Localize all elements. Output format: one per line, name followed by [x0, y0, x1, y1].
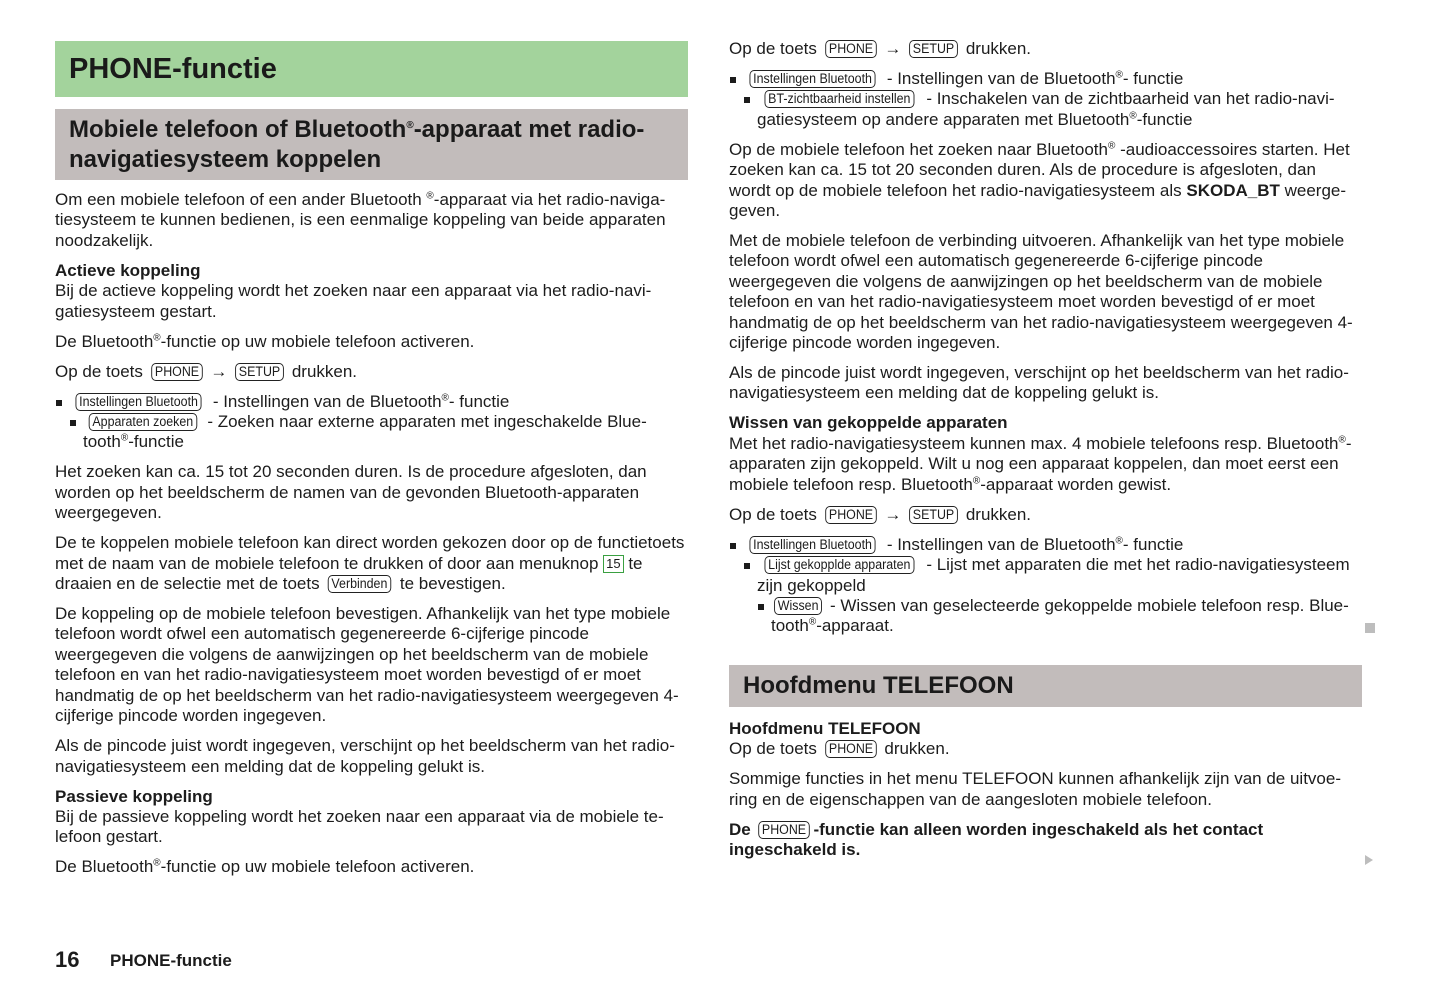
- bold-text: SKODA_BT: [1186, 180, 1280, 200]
- paragraph: [729, 413, 1362, 495]
- text: De Bluetooth: [55, 331, 154, 351]
- text: Op de toets: [55, 361, 148, 381]
- section-title: [55, 109, 688, 180]
- key-label: Instellingen Bluetooth: [749, 70, 875, 88]
- text: Op de toets: [729, 739, 822, 759]
- page-number: 16: [55, 947, 80, 972]
- paragraph: [729, 505, 1362, 525]
- text: Om een mobiele telefoon of een ander Bluetooth: [55, 190, 427, 209]
- text: -apparaat met radio-navigatiesysteem koppelen: [69, 116, 645, 173]
- text: De koppeling op de mobiele telefoon bevestigen. Afhankelijk van het type mobiele telefoon wordt ofwel een automatisch gegenereerde 6-cijferige pincode weergegeven die volgens de aanwijzingen op het beeldscherm van de mobiele telefoon en van het radio-navigatiesysteem moet worden bevestigd of er moet handmatig de op het beeldscherm van het radio-navigatiesysteem weergegeven 4-cijferige pincode worden ingegeven.: [55, 604, 679, 726]
- paragraph: [729, 363, 1362, 404]
- bold-text: Hoofdmenu TELEFOON: [729, 718, 921, 738]
- bullet-icon: [70, 420, 76, 426]
- text: -functie op uw mobiele telefoon activeren.: [160, 857, 475, 877]
- left-column: [55, 41, 688, 887]
- key-label: Apparaten zoeken: [89, 413, 197, 431]
- text: -apparaten zijn gekoppeld. Wilt u nog een apparaat koppelen, dan moet eerst een mobiele telefoon resp. Bluetooth: [729, 433, 1352, 494]
- paragraph: [729, 769, 1362, 810]
- text: De te koppelen mobiele telefoon kan direct worden gekozen door op de functietoets met de naam van de mobiele telefoon te drukken of door aan menuknop: [55, 533, 685, 573]
- paragraph: [55, 462, 688, 523]
- registered-mark: ®: [1108, 140, 1116, 152]
- text: Met het radio-navigatiesysteem kunnen max. 4 mobiele telefoons resp. Bluetooth: [729, 433, 1339, 453]
- text: - Instellingen van de Bluetooth: [882, 534, 1116, 554]
- text: -functie op uw mobiele telefoon activeren.: [160, 331, 475, 351]
- key-label: Instellingen Bluetooth: [749, 536, 875, 554]
- text: -apparaat worden gewist.: [980, 474, 1172, 494]
- text: -apparaat.: [816, 616, 894, 636]
- text: Als de pincode juist wordt ingegeven, verschijnt op het beeldscherm van het radio-navigatiesysteem een melding dat de koppeling gelukt is.: [55, 736, 675, 776]
- bullet-icon: [758, 604, 764, 610]
- list-item: [729, 596, 1362, 637]
- text: - Inschakelen van de zichtbaarheid van het radio-navigatiesysteem op andere apparaten met Bluetooth: [757, 89, 1335, 129]
- continued-arrow-icon: [1365, 855, 1373, 865]
- text: drukken.: [879, 739, 950, 759]
- bullet-icon: [56, 400, 62, 406]
- registered-mark: ®: [153, 857, 161, 869]
- registered-mark: ®: [808, 616, 817, 628]
- key-label: SETUP: [909, 506, 958, 524]
- text: Op de mobiele telefoon het zoeken naar Bluetooth: [729, 139, 1108, 159]
- text: Sommige functies in het menu TELEFOON kunnen afhankelijk zijn van de uitvoering en de eigenschappen van de aangesloten mobiele telefoon.: [729, 769, 1342, 809]
- control-reference: 15: [603, 555, 623, 573]
- text: Als de pincode juist wordt ingegeven, verschijnt op het beeldscherm van het radio-navigatiesysteem een melding dat de koppeling gelukt is.: [729, 363, 1349, 403]
- registered-mark: ®: [441, 391, 449, 403]
- text: →: [879, 39, 907, 58]
- text: -audioaccessoires starten. Het zoeken kan ca. 15 tot 20 seconden duren. Als de procedure is afgesloten, dan wordt op de mobiele telefoon het radio-navigatiesysteem als: [729, 139, 1350, 200]
- text: Mobiele telefoon of Bluetooth: [69, 116, 407, 143]
- registered-mark: ®: [406, 120, 414, 131]
- text: Bij de passieve koppeling wordt het zoeken naar een apparaat via de mobiele telefoon gestart.: [55, 806, 664, 847]
- registered-mark: ®: [1338, 434, 1346, 446]
- key-label: SETUP: [235, 363, 284, 381]
- key-label: PHONE: [825, 506, 877, 524]
- bullet-icon: [744, 563, 750, 569]
- text: Bij de actieve koppeling wordt het zoeken naar een apparaat via het radio-navigatiesysteem gestart.: [55, 281, 652, 321]
- key-label: Wissen: [774, 597, 822, 615]
- bold-text: Actieve koppeling: [55, 260, 201, 280]
- text: - functie: [448, 391, 510, 411]
- paragraph: [55, 190, 688, 251]
- registered-mark: ®: [120, 432, 129, 444]
- paragraph: [55, 787, 688, 848]
- list-item: [729, 89, 1362, 130]
- text: De Bluetooth: [55, 857, 154, 877]
- bullet-icon: [730, 77, 736, 83]
- footer-section-title: PHONE-functie: [110, 951, 232, 970]
- paragraph: [729, 820, 1362, 861]
- registered-mark: ®: [972, 475, 981, 487]
- text: drukken.: [961, 39, 1032, 58]
- paragraph: [729, 140, 1362, 222]
- text: Het zoeken kan ca. 15 tot 20 seconden duren. Is de procedure afgesloten, dan worden op het beeldscherm de namen van de gevonden Bluetooth-apparaten weergegeven.: [55, 462, 647, 523]
- registered-mark: ®: [1129, 110, 1137, 122]
- paragraph: [55, 261, 688, 322]
- text: →: [205, 361, 233, 381]
- paragraph: [729, 39, 1362, 59]
- list-item: [55, 392, 688, 412]
- list-item: [729, 555, 1362, 596]
- text: - Instellingen van de Bluetooth: [882, 69, 1116, 88]
- key-label: PHONE: [151, 363, 203, 381]
- list-item: [55, 412, 688, 453]
- paragraph: [729, 719, 1362, 760]
- text: - Wissen van geselecteerde gekoppelde mobiele telefoon resp. Bluetooth: [771, 595, 1349, 636]
- text: -apparaat via het radio-navigatiesysteem te kunnen bedienen, is een eenmalige koppeling van beide apparaten noodzakelijk.: [55, 190, 666, 250]
- section-end-marker-icon: [1365, 623, 1375, 633]
- text: PHONE-functie: [69, 53, 277, 85]
- text: Hoofdmenu TELEFOON: [743, 671, 1014, 699]
- bullet-icon: [730, 543, 736, 549]
- key-label: PHONE: [825, 740, 877, 758]
- bold-text: -functie kan alleen worden ingeschakeld als het contact ingeschakeld is.: [729, 819, 1264, 859]
- key-label: BT-zichtbaarheid instellen: [765, 90, 915, 108]
- text: drukken.: [961, 504, 1032, 524]
- text: te bevestigen.: [395, 574, 506, 594]
- chapter-title: [55, 41, 688, 97]
- text: - Instellingen van de Bluetooth: [208, 391, 442, 411]
- key-label: Verbinden: [328, 575, 391, 593]
- key-label: PHONE: [759, 821, 811, 839]
- bold-text: De: [729, 819, 756, 839]
- registered-mark: ®: [1115, 69, 1123, 81]
- text: - functie: [1122, 534, 1184, 554]
- text: - Zoeken naar externe apparaten met ingeschakelde Bluetooth: [83, 412, 647, 452]
- section-title: [729, 665, 1362, 707]
- key-label: SETUP: [909, 40, 958, 58]
- text: Op de toets: [729, 504, 822, 524]
- paragraph: [55, 362, 688, 382]
- key-label: PHONE: [825, 40, 877, 58]
- right-column: [729, 39, 1362, 870]
- paragraph: [55, 857, 688, 877]
- registered-mark: ®: [153, 331, 161, 343]
- bold-text: Passieve koppeling: [55, 786, 213, 806]
- paragraph: [55, 332, 688, 352]
- paragraph: [55, 736, 688, 777]
- text: - Lijst met apparaten die met het radio-navigatiesysteem zijn gekoppeld: [757, 555, 1350, 595]
- text: Met de mobiele telefoon de verbinding uitvoeren. Afhankelijk van het type mobiele telefoon wordt ofwel een automatisch gegenereerde 6-cijferige pincode weergegeven die volgens de aanwijzingen op het beeldscherm van de mobiele telefoon en van het radio-navigatiesysteem moet worden bevestigd of er moet handmatig de op het beeldscherm van het radio-navigatiesysteem weergegeven 4-cijferige pincode worden ingegeven.: [729, 231, 1353, 353]
- text: - functie: [1122, 69, 1184, 88]
- list-item: [729, 69, 1362, 89]
- text: te draaien en de selectie met de toets: [55, 553, 643, 594]
- text: →: [879, 504, 907, 524]
- registered-mark: ®: [426, 190, 434, 202]
- registered-mark: ®: [1115, 535, 1123, 547]
- paragraph: [55, 533, 688, 594]
- text: -functie: [128, 432, 184, 452]
- bullet-icon: [744, 97, 750, 103]
- paragraph: [55, 604, 688, 726]
- bold-text: Wissen van gekoppelde apparaten: [729, 413, 1008, 433]
- text: Op de toets: [729, 39, 822, 58]
- paragraph: [729, 231, 1362, 353]
- text: -functie: [1136, 109, 1193, 129]
- list-item: [729, 535, 1362, 555]
- text: drukken.: [287, 361, 358, 381]
- text: weergegeven.: [729, 180, 1347, 221]
- key-label: Lijst gekopplde apparaten: [765, 556, 915, 574]
- key-label: Instellingen Bluetooth: [75, 393, 201, 411]
